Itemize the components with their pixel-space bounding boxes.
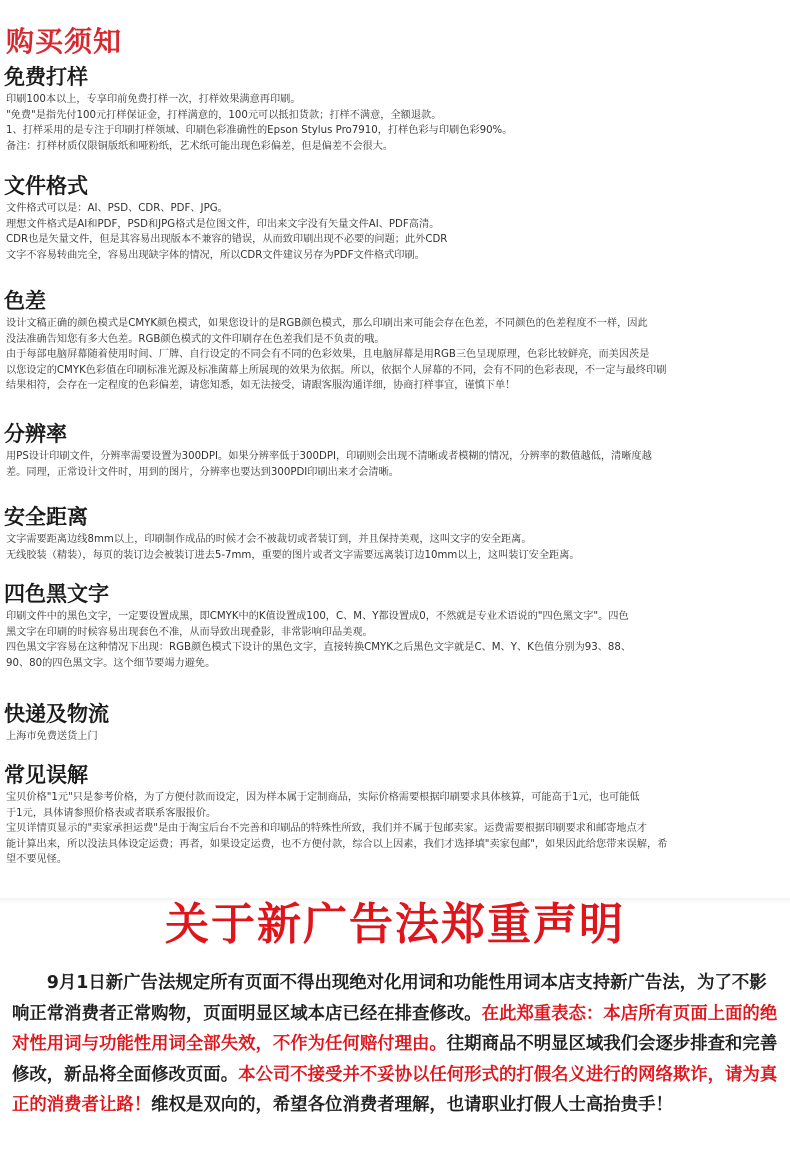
section-line: "免费"是指先付100元打样保证金，打样满意的，100元可以抵扣货款；打样不满意，全额退款。	[6, 109, 442, 121]
section-line: 于1元，具体请参照价格表或者联系客服报价。	[6, 807, 217, 819]
section-shipping	[0, 701, 790, 745]
section-line: 上海市免费送货上门	[6, 731, 98, 742]
section-heading: 分辨率	[4, 422, 67, 446]
section-line: 用PS设计印刷文件，分辨率需要设置为300DPI。如果分辨率低于300DPI，印刷则会出现不清晰或者模糊的情况，分辨率的数值越低，清晰度越	[6, 451, 652, 462]
section-line: 宝贝详情页显示的"卖家承担运费"是由于淘宝后台不完善和印刷品的特殊性所致，我们并不属于包邮卖家。运费需要根据印刷要求和邮寄地点才	[6, 823, 647, 835]
section-line: 四色黑文字容易在这种情况下出现：RGB颜色模式下设计的黑色文字，直接转换CMYK之后黑色文字就是C、M、Y、K色值分别为93、88、	[6, 642, 632, 654]
section-heading: 四色黑文字	[4, 582, 109, 606]
section-safe-margin	[0, 504, 790, 563]
notice-emphasis: 在此郑重表态：本店所有页面上面的绝对性用词与功能性用词全部失效，不作为任何赔付理由。	[12, 1003, 778, 1054]
page-title: 购买须知	[6, 25, 123, 58]
section-resolution	[0, 421, 790, 480]
notice-text: 往期商品不明显区域我们会逐步排查和完善修改，新品将全面修改页面。	[12, 1034, 778, 1085]
notice-emphasis: 本公司不接受并不妥协以任何形式的打假名义进行的网络欺诈，请为真正的消费者让路！	[12, 1064, 778, 1115]
section-heading: 常见误解	[4, 763, 88, 787]
section-free-proofing	[0, 64, 790, 154]
section-line: 以您设定的CMYK色彩值在印刷标准光源及标准菌幕上所展现的效果为依据。所以，依据个人屏幕的不同，会有不同的色彩表现，不一定与最终印刷	[6, 364, 667, 376]
notice-text: 9月1日新广告法规定所有页面不得出现绝对化用词和功能性用词本店支持新广告法，为了不影响正常消费者正常购物，页面明显区域本店已经在排查修改。	[12, 973, 767, 1024]
section-line: 能计算出来，所以没法具体设定运费；再者，如果设定运费，也不方便付款，综合以上因素，我们才选择填"卖家包邮"，如果因此给您带来误解，希	[6, 838, 668, 850]
section-line: 印刷100本以上，专享印前免费打样一次，打样效果满意再印刷。	[6, 94, 301, 105]
section-line: 由于每部电脑屏幕随着使用时间、厂牌、自行设定的不同会有不同的色彩效果，且电脑屏幕是用RGB三色呈现原理，色彩比较鲜亮，而美因茨是	[6, 349, 650, 361]
section-file-format	[0, 173, 790, 263]
section-line: 黑文字在印刷的时候容易出现套色不准，从而导致出现叠影，非常影响印品美观。	[6, 626, 373, 638]
section-heading: 色差	[4, 289, 46, 313]
section-line: 望不要见怪。	[6, 854, 68, 866]
section-heading: 快递及物流	[4, 702, 109, 726]
section-line: 文字需要距离边线8mm以上，印刷制作成品的时候才会不被裁切或者装订到，并且保持美观，这叫文字的安全距离。	[6, 534, 532, 545]
section-line: CDR也是矢量文件，但是其容易出现版本不兼容的错误，从而致印刷出现不必要的问题；此外CDR	[6, 234, 448, 246]
section-heading: 免费打样	[4, 65, 88, 89]
section-line: 无线胶装（精装），每页的装订边会被装订进去5-7mm，重要的图片或者文字需要远离装订边10mm以上，这叫装订安全距离。	[6, 549, 580, 561]
section-line: 理想文件格式是AI和PDF，PSD和JPG格式是位图文件，印出来文字没有矢量文件AI、PDF高清。	[6, 218, 440, 230]
section-four-color-black	[0, 581, 790, 671]
section-line: 没法准确告知您有多大色差。RGB颜色模式的文件印刷存在色差我们是不负责的哦。	[6, 333, 385, 345]
section-heading: 文件格式	[4, 174, 88, 198]
section-line: 印刷文件中的黑色文字，一定要设置成黑，即CMYK中的K值设置成100，C、M、Y都设置成0，不然就是专业术语说的"四色黑文字"。四色	[6, 611, 629, 622]
section-line: 文字不容易转曲完全，容易出现缺字体的情况，所以CDR文件建议另存为PDF文件格式印刷。	[6, 249, 425, 261]
section-line: 备注：打样材质仅限铜版纸和哑粉纸，艺术纸可能出现色彩偏差，但是偏差不会很大。	[6, 140, 394, 152]
section-line: 90、80的四色黑文字。这个细节要竭力避免。	[6, 657, 216, 669]
section-faq	[0, 762, 790, 868]
section-color-difference	[0, 288, 790, 394]
notice-body	[12, 968, 782, 1121]
section-line: 宝贝价格"1元"只是参考价格，为了方便付款而设定，因为样本属于定制商品，实际价格需要根据印刷要求具体核算，可能高于1元，也可能低	[6, 792, 640, 803]
section-heading: 安全距离	[4, 505, 88, 529]
section-line: 文件格式可以是：AI、PSD、CDR、PDF、JPG。	[6, 203, 228, 214]
section-line: 设计文稿正确的颜色模式是CMYK颜色模式，如果您设计的是RGB颜色模式，那么印刷出来可能会存在色差，不同颜色的色差程度不一样，因此	[6, 318, 648, 329]
notice-title: 关于新广告法郑重声明	[165, 899, 625, 950]
section-line: 结果相符，会存在一定程度的色彩偏差，请您知悉，如无法接受，请跟客服沟通详细，协商打样事宜，谨慎下单！	[6, 380, 516, 392]
section-line: 差。同理，正常设计文件时，用到的图片，分辨率也要达到300PDI印刷出来才会清晰。	[6, 466, 399, 478]
notice-text: 维权是双向的，希望各位消费者理解，也请职业打假人士高抬贵手！	[151, 1095, 673, 1115]
section-line: 1、打样采用的是专注于印刷打样领域、印刷色彩准确性的Epson Stylus Pro7910，打样色彩与印刷色彩90%。	[6, 125, 513, 137]
